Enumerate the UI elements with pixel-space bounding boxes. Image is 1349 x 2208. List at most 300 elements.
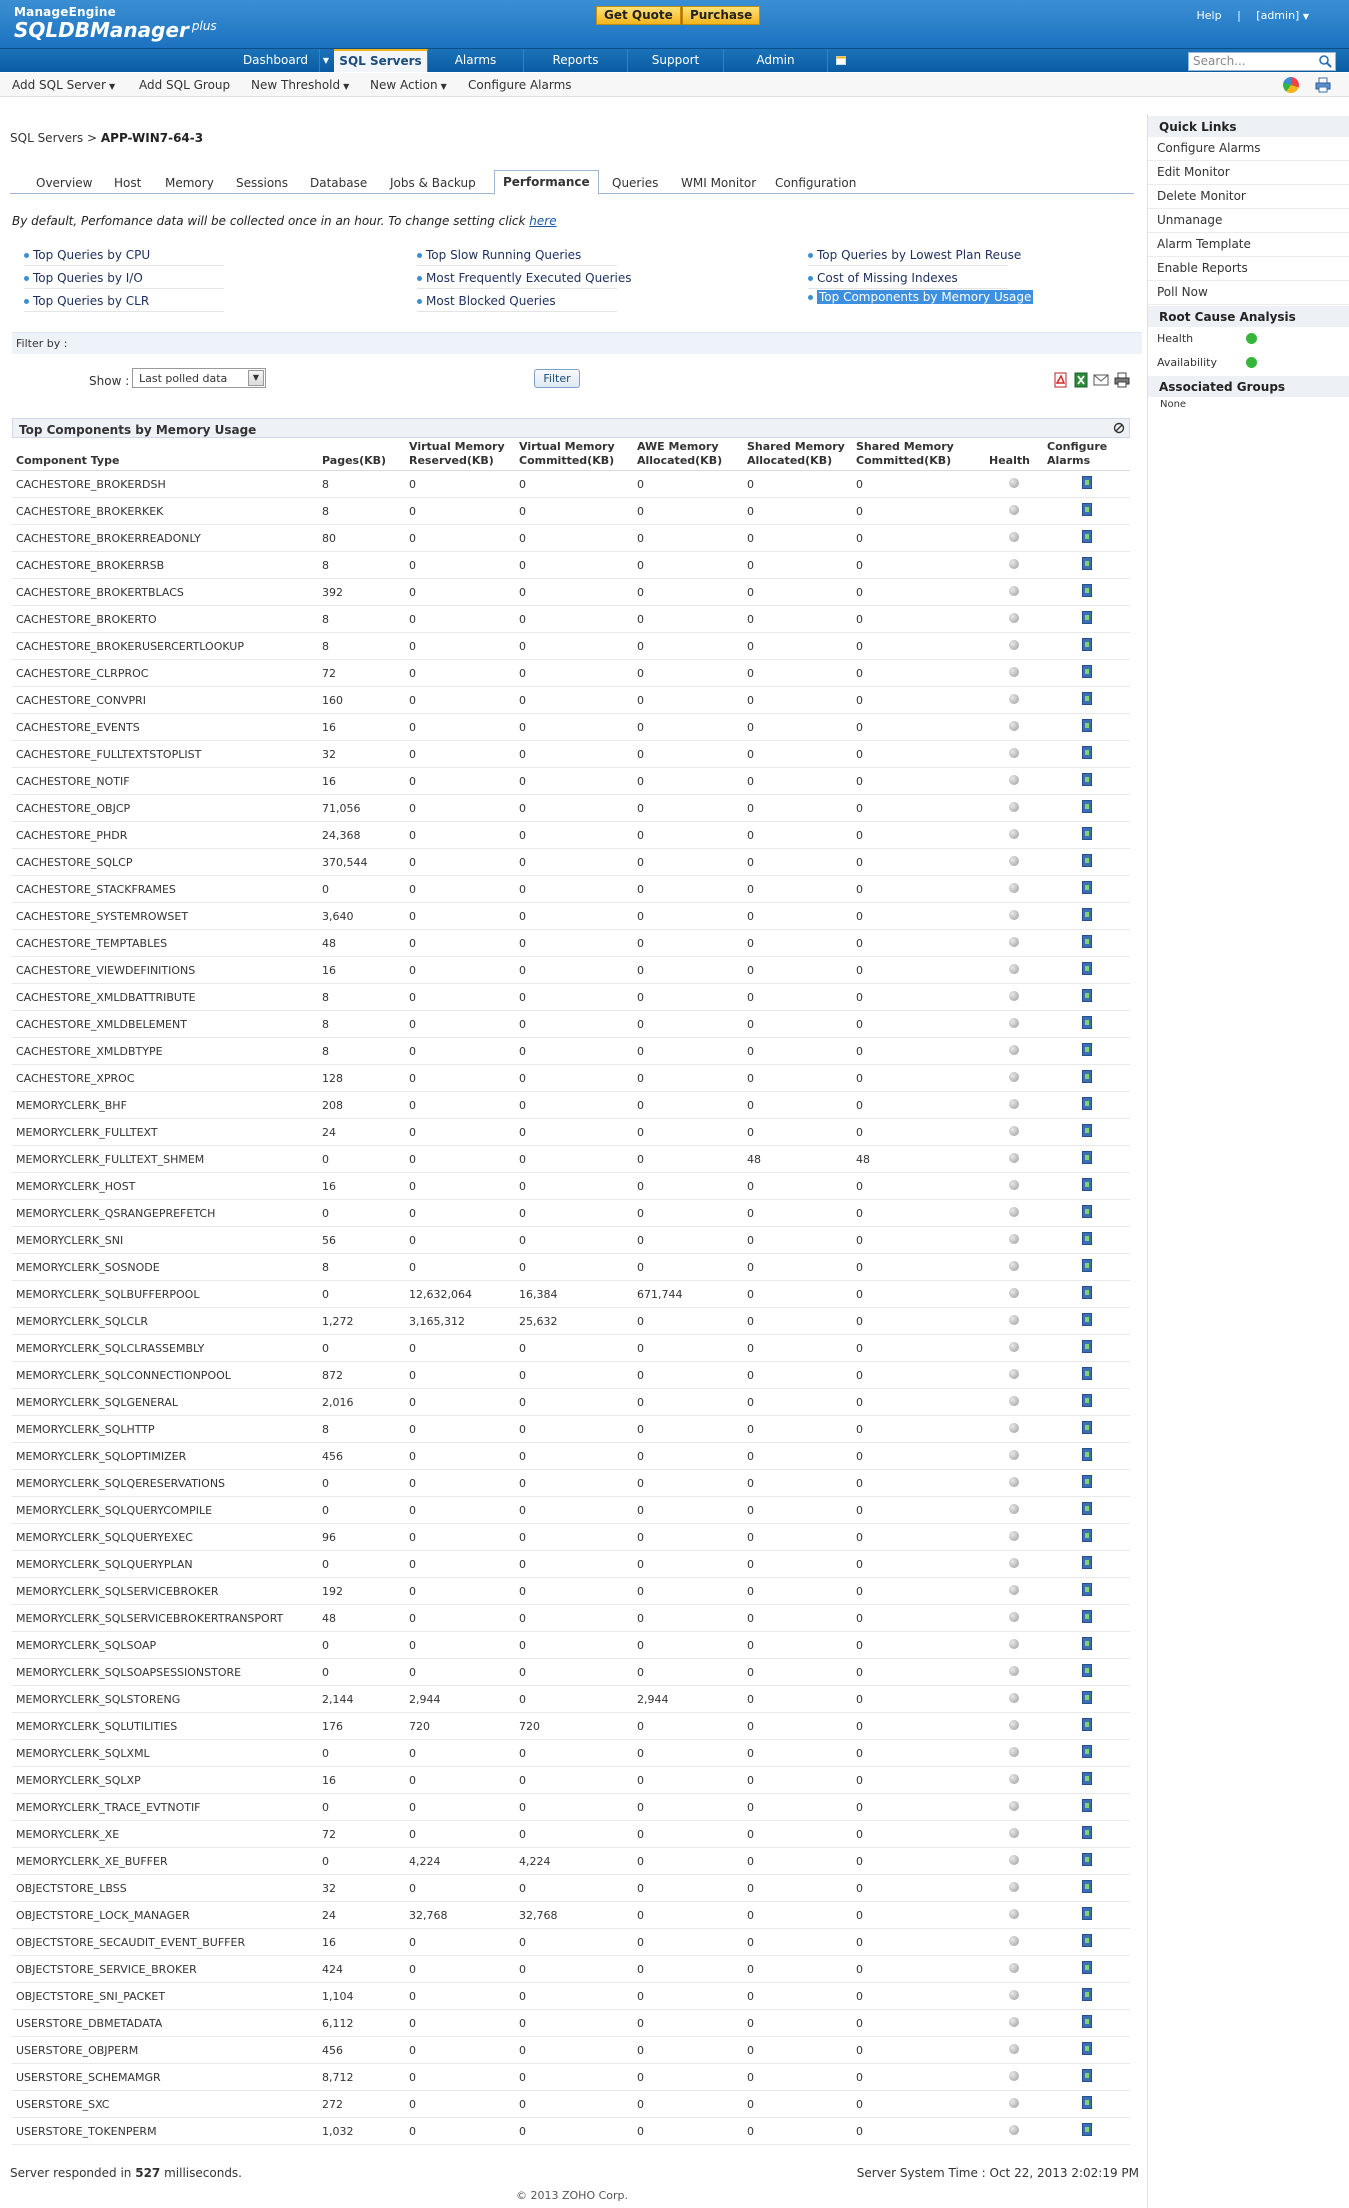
configure-alarm-icon[interactable]	[1082, 1772, 1092, 1785]
cell-component-type: MEMORYCLERK_HOST	[12, 1173, 318, 1200]
health-status-icon[interactable]	[1009, 1909, 1019, 1919]
link-most-blocked[interactable]	[417, 294, 556, 308]
server-system-time: Server System Time : Oct 22, 2013 2:02:19 PM	[856, 2166, 1139, 2180]
table-row	[12, 903, 1130, 930]
pdf-icon[interactable]	[1053, 372, 1069, 388]
cell-awe-allocated: 0	[633, 1011, 743, 1038]
configure-alarm-icon[interactable]	[1082, 476, 1092, 489]
cell-awe-allocated: 0	[633, 1713, 743, 1740]
health-status-icon[interactable]	[1009, 1045, 1019, 1055]
cell-vm-reserved: 12,632,064	[405, 1281, 515, 1308]
health-status-icon[interactable]	[1009, 1504, 1019, 1514]
cell-pages: 16	[318, 1173, 405, 1200]
cell-vm-reserved: 0	[405, 1983, 515, 2010]
configure-alarm-icon[interactable]	[1082, 1340, 1092, 1353]
health-status-icon[interactable]	[1009, 2125, 1019, 2135]
cell-awe-allocated: 0	[633, 768, 743, 795]
cell-pages: 8	[318, 984, 405, 1011]
configure-alarm-icon[interactable]	[1082, 1475, 1092, 1488]
show-select[interactable]	[132, 368, 266, 388]
health-status-icon[interactable]	[1009, 1531, 1019, 1541]
cell-health	[985, 1578, 1043, 1605]
cell-vm-reserved: 0	[405, 2118, 515, 2145]
health-status-icon[interactable]	[1009, 1018, 1019, 1028]
cell-configure-alarms	[1043, 1497, 1130, 1524]
cell-shared-allocated: 0	[743, 1875, 852, 1902]
product-logo[interactable]	[14, 5, 217, 40]
cell-pages: 16	[318, 957, 405, 984]
configure-alarm-icon[interactable]	[1082, 2069, 1092, 2082]
cell-health	[985, 714, 1043, 741]
cell-health	[985, 1821, 1043, 1848]
configure-alarm-icon[interactable]	[1082, 1583, 1092, 1596]
configure-alarm-icon[interactable]	[1082, 1853, 1092, 1866]
health-status-icon[interactable]	[1009, 1585, 1019, 1595]
quick-link-poll-now[interactable]: Poll Now	[1148, 281, 1349, 305]
health-status-icon[interactable]	[1009, 1639, 1019, 1649]
show-label: Show :	[89, 374, 130, 388]
health-status-icon[interactable]	[1009, 1963, 1019, 1973]
configure-alarm-icon[interactable]	[1082, 2042, 1092, 2055]
configure-alarms-link[interactable]: Configure Alarms	[468, 78, 572, 92]
configure-alarm-icon[interactable]	[1082, 1259, 1092, 1272]
associated-groups-title: Associated Groups	[1148, 376, 1349, 397]
health-status-icon[interactable]	[1009, 1261, 1019, 1271]
cell-component-type: MEMORYCLERK_SQLSERVICEBROKERTRANSPORT	[12, 1605, 318, 1632]
purchase-button[interactable]: Purchase	[682, 6, 760, 25]
configure-alarm-icon[interactable]	[1082, 1745, 1092, 1758]
cell-shared-committed: 0	[852, 1875, 985, 1902]
table-row	[12, 1335, 1130, 1362]
cell-vm-reserved: 4,224	[405, 1848, 515, 1875]
add-sql-server-menu[interactable]	[12, 78, 115, 92]
cell-vm-reserved: 0	[405, 795, 515, 822]
configure-alarm-icon[interactable]	[1082, 1880, 1092, 1893]
tab-queries[interactable]: Queries	[612, 176, 659, 190]
cell-health	[985, 1902, 1043, 1929]
health-status-icon[interactable]	[1009, 1774, 1019, 1784]
cell-vm-committed: 0	[515, 1956, 633, 1983]
configure-alarm-icon[interactable]	[1082, 1421, 1092, 1434]
cell-component-type: CACHESTORE_CLRPROC	[12, 660, 318, 687]
link-top-slow-running[interactable]	[417, 248, 581, 262]
cell-shared-committed: 0	[852, 903, 985, 930]
configure-alarm-icon[interactable]	[1082, 1556, 1092, 1569]
configure-alarm-icon[interactable]	[1082, 1826, 1092, 1839]
new-threshold-menu[interactable]	[251, 78, 349, 92]
cell-component-type: MEMORYCLERK_SQLXP	[12, 1767, 318, 1794]
cell-pages: 71,056	[318, 795, 405, 822]
health-status-icon[interactable]	[1009, 2044, 1019, 2054]
health-status-icon[interactable]	[1009, 1450, 1019, 1460]
tab-configuration[interactable]: Configuration	[775, 176, 857, 190]
configure-alarm-icon[interactable]	[1082, 1178, 1092, 1191]
chart-icon[interactable]	[1283, 77, 1299, 93]
configure-alarm-icon[interactable]	[1082, 854, 1092, 867]
health-status-icon[interactable]	[1009, 1288, 1019, 1298]
configure-alarm-icon[interactable]	[1082, 1367, 1092, 1380]
health-status-icon[interactable]	[1009, 1477, 1019, 1487]
health-status-icon[interactable]	[1009, 478, 1019, 488]
configure-alarm-icon[interactable]	[1082, 1691, 1092, 1704]
health-status-icon[interactable]	[1009, 1666, 1019, 1676]
note-here-link[interactable]: here	[529, 214, 557, 228]
get-quote-button[interactable]: Get Quote	[596, 6, 681, 25]
cell-health	[985, 1362, 1043, 1389]
search-placeholder: Search...	[1193, 54, 1246, 68]
configure-alarm-icon[interactable]	[1082, 2096, 1092, 2109]
col-header-shared-committed[interactable]: Shared Memory Committed(KB)	[852, 440, 985, 471]
configure-alarm-icon[interactable]	[1082, 1610, 1092, 1623]
link-top-components-memory[interactable]	[808, 290, 1033, 304]
health-status-icon[interactable]	[1009, 1396, 1019, 1406]
health-status-icon[interactable]	[1009, 1558, 1019, 1568]
health-status-icon[interactable]	[1009, 856, 1019, 866]
cell-pages: 24	[318, 1119, 405, 1146]
health-status-icon[interactable]	[1009, 1153, 1019, 1163]
configure-alarm-icon[interactable]	[1082, 692, 1092, 705]
cell-pages: 1,272	[318, 1308, 405, 1335]
mail-icon[interactable]	[1093, 372, 1109, 388]
cell-shared-committed: 0	[852, 1578, 985, 1605]
configure-alarm-icon[interactable]	[1082, 1529, 1092, 1542]
cell-component-type: MEMORYCLERK_SQLBUFFERPOOL	[12, 1281, 318, 1308]
tab-memory[interactable]: Memory	[165, 176, 214, 190]
health-status-icon[interactable]	[1009, 505, 1019, 515]
health-status-icon[interactable]	[1009, 1180, 1019, 1190]
cell-vm-reserved: 0	[405, 876, 515, 903]
nav-tab-admin[interactable]: Admin	[724, 49, 828, 72]
configure-alarm-icon[interactable]	[1082, 881, 1092, 894]
health-status-icon[interactable]	[1009, 532, 1019, 542]
health-status-icon[interactable]	[1009, 1099, 1019, 1109]
cell-vm-reserved: 0	[405, 1200, 515, 1227]
cell-component-type: OBJECTSTORE_SECAUDIT_EVENT_BUFFER	[12, 1929, 318, 1956]
health-status-icon[interactable]	[1009, 1612, 1019, 1622]
configure-alarm-icon[interactable]	[1082, 1799, 1092, 1812]
cell-shared-committed: 0	[852, 660, 985, 687]
health-status-icon[interactable]	[1009, 721, 1019, 731]
configure-alarm-icon[interactable]	[1082, 584, 1092, 597]
cell-vm-committed: 0	[515, 1119, 633, 1146]
cell-vm-committed: 0	[515, 1146, 633, 1173]
tab-wmi-monitor[interactable]: WMI Monitor	[681, 176, 757, 190]
table-row	[12, 1092, 1130, 1119]
cell-component-type: MEMORYCLERK_FULLTEXT_SHMEM	[12, 1146, 318, 1173]
filter-button[interactable]: Filter	[534, 369, 580, 388]
table-title: Top Components by Memory Usage	[19, 423, 257, 437]
cell-shared-allocated: 0	[743, 1497, 852, 1524]
quick-link-delete-monitor[interactable]: Delete Monitor	[1148, 185, 1349, 209]
configure-alarm-icon[interactable]	[1082, 638, 1092, 651]
configure-alarm-icon[interactable]	[1082, 1043, 1092, 1056]
configure-alarm-icon[interactable]	[1082, 908, 1092, 921]
health-status-icon[interactable]	[1009, 694, 1019, 704]
cell-awe-allocated: 0	[633, 1146, 743, 1173]
health-status-icon[interactable]	[1009, 1747, 1019, 1757]
show-selected-value: Last polled data	[139, 372, 228, 385]
cell-vm-committed: 0	[515, 1335, 633, 1362]
col-header-vm-committed[interactable]: Virtual Memory Committed(KB)	[515, 440, 633, 471]
cell-awe-allocated: 0	[633, 714, 743, 741]
quick-link-enable-reports[interactable]: Enable Reports	[1148, 257, 1349, 281]
cell-health	[985, 822, 1043, 849]
col-header-shared-allocated[interactable]: Shared Memory Allocated(KB)	[743, 440, 852, 471]
add-sql-group-link[interactable]: Add SQL Group	[139, 78, 231, 92]
configure-alarm-icon[interactable]	[1082, 665, 1092, 678]
col-header-component-type[interactable]: Component Type	[12, 440, 318, 471]
filter-bar	[12, 332, 1142, 354]
help-link[interactable]: Help	[1196, 9, 1222, 22]
configure-alarm-icon[interactable]	[1082, 503, 1092, 516]
health-status-icon[interactable]	[1009, 1936, 1019, 1946]
tab-overview[interactable]: Overview	[36, 176, 93, 190]
configure-alarm-icon[interactable]	[1082, 1232, 1092, 1245]
configure-alarm-icon[interactable]	[1082, 1664, 1092, 1677]
configure-alarm-icon[interactable]	[1082, 1394, 1092, 1407]
cell-pages: 8	[318, 1038, 405, 1065]
configure-alarm-icon[interactable]	[1082, 935, 1092, 948]
cell-health	[985, 1551, 1043, 1578]
configure-alarm-icon[interactable]	[1082, 1934, 1092, 1947]
cell-vm-committed: 0	[515, 1875, 633, 1902]
health-status-icon[interactable]	[1009, 1072, 1019, 1082]
table-row	[12, 1767, 1130, 1794]
cell-configure-alarms	[1043, 768, 1130, 795]
quick-link-alarm-template[interactable]: Alarm Template	[1148, 233, 1349, 257]
breadcrumb-root[interactable]: SQL Servers	[10, 131, 84, 145]
cell-shared-allocated: 0	[743, 1092, 852, 1119]
configure-alarm-icon[interactable]	[1082, 773, 1092, 786]
quick-link-unmanage[interactable]: Unmanage	[1148, 209, 1349, 233]
cell-component-type: MEMORYCLERK_XE	[12, 1821, 318, 1848]
health-status-icon[interactable]	[1009, 613, 1019, 623]
cell-pages: 0	[318, 1497, 405, 1524]
cell-component-type: MEMORYCLERK_FULLTEXT	[12, 1119, 318, 1146]
health-status-icon[interactable]	[1009, 2098, 1019, 2108]
printer-icon[interactable]	[1315, 77, 1331, 93]
cell-component-type: MEMORYCLERK_SOSNODE	[12, 1254, 318, 1281]
nav-tab-reports[interactable]: Reports	[524, 49, 628, 72]
cell-pages: 0	[318, 1281, 405, 1308]
cell-pages: 16	[318, 768, 405, 795]
tab-performance[interactable]: Performance	[494, 170, 599, 195]
table-row	[12, 2064, 1130, 2091]
health-status-icon[interactable]	[1009, 1882, 1019, 1892]
health-status-icon[interactable]	[1009, 559, 1019, 569]
health-status-icon[interactable]	[1009, 964, 1019, 974]
nav-tab-dashboard[interactable]: Dashboard	[232, 49, 320, 72]
cell-component-type: MEMORYCLERK_SQLGENERAL	[12, 1389, 318, 1416]
cell-shared-committed: 0	[852, 2037, 985, 2064]
cell-health	[985, 1470, 1043, 1497]
cell-awe-allocated: 0	[633, 876, 743, 903]
cell-pages: 176	[318, 1713, 405, 1740]
cell-pages: 456	[318, 2037, 405, 2064]
configure-alarm-icon[interactable]	[1082, 1637, 1092, 1650]
quick-link-configure-alarms[interactable]: Configure Alarms	[1148, 137, 1349, 161]
configure-alarm-icon[interactable]	[1082, 962, 1092, 975]
configure-alarm-icon[interactable]	[1082, 611, 1092, 624]
health-status-icon[interactable]	[1009, 667, 1019, 677]
cell-health	[985, 1659, 1043, 1686]
quick-link-edit-monitor[interactable]: Edit Monitor	[1148, 161, 1349, 185]
health-status-icon[interactable]	[1009, 1801, 1019, 1811]
window-icon[interactable]	[828, 49, 854, 72]
configure-alarm-icon[interactable]	[1082, 530, 1092, 543]
chevron-down-icon[interactable]: ▼	[322, 56, 330, 65]
health-status-icon[interactable]	[1009, 1315, 1019, 1325]
configure-alarm-icon[interactable]	[1082, 1313, 1092, 1326]
col-header-pages[interactable]: Pages(KB)	[318, 440, 405, 471]
cell-component-type: OBJECTSTORE_SERVICE_BROKER	[12, 1956, 318, 1983]
nav-tab-support[interactable]: Support	[628, 49, 724, 72]
cell-vm-reserved: 32,768	[405, 1902, 515, 1929]
print-icon[interactable]	[1114, 372, 1130, 388]
configure-alarm-icon[interactable]	[1082, 557, 1092, 570]
cell-configure-alarms	[1043, 552, 1130, 579]
health-status-icon[interactable]	[1009, 883, 1019, 893]
top-links	[1184, 9, 1309, 22]
cell-configure-alarms	[1043, 1470, 1130, 1497]
search-icon[interactable]	[1319, 55, 1332, 68]
nav-tab-sql-servers[interactable]: SQL Servers	[334, 49, 428, 72]
configure-alarm-icon[interactable]	[1082, 1124, 1092, 1137]
chevron-down-icon: ▼	[248, 370, 264, 386]
health-status-icon[interactable]	[1009, 1990, 1019, 2000]
health-status-icon[interactable]	[1009, 640, 1019, 650]
health-status-icon[interactable]	[1009, 1693, 1019, 1703]
tab-jobs-backup[interactable]: Jobs & Backup	[390, 176, 476, 190]
rca-availability[interactable]	[1148, 352, 1349, 376]
col-header-awe-allocated[interactable]: AWE Memory Allocated(KB)	[633, 440, 743, 471]
cell-configure-alarms	[1043, 1902, 1130, 1929]
configure-alarm-icon[interactable]	[1082, 1961, 1092, 1974]
user-menu[interactable]	[1256, 9, 1309, 22]
cell-pages: 56	[318, 1227, 405, 1254]
configure-alarm-icon[interactable]	[1082, 2123, 1092, 2136]
configure-alarm-icon[interactable]	[1082, 1097, 1092, 1110]
link-top-queries-cpu[interactable]	[24, 248, 150, 262]
cell-vm-committed: 0	[515, 1821, 633, 1848]
cell-health	[985, 1686, 1043, 1713]
health-status-icon[interactable]	[1009, 586, 1019, 596]
link-missing-indexes[interactable]	[808, 271, 958, 285]
cell-vm-committed: 0	[515, 1011, 633, 1038]
health-status-icon[interactable]	[1009, 1234, 1019, 1244]
link-top-queries-io[interactable]	[24, 271, 143, 285]
nav-tab-alarms[interactable]: Alarms	[428, 49, 524, 72]
health-status-icon[interactable]	[1009, 1720, 1019, 1730]
health-status-icon[interactable]	[1009, 910, 1019, 920]
configure-alarm-icon[interactable]	[1082, 827, 1092, 840]
configure-alarm-icon[interactable]	[1082, 1070, 1092, 1083]
table-row	[12, 1713, 1130, 1740]
cell-shared-committed: 0	[852, 714, 985, 741]
health-status-icon[interactable]	[1009, 775, 1019, 785]
divider	[24, 288, 224, 289]
link-top-queries-clr[interactable]	[24, 294, 149, 308]
configure-alarm-icon[interactable]	[1082, 2015, 1092, 2028]
health-status-icon[interactable]	[1009, 748, 1019, 758]
health-status-icon[interactable]	[1009, 1342, 1019, 1352]
cell-shared-committed: 0	[852, 579, 985, 606]
configure-alarm-icon[interactable]	[1082, 1907, 1092, 1920]
configure-alarm-icon[interactable]	[1082, 1286, 1092, 1299]
tab-host[interactable]: Host	[114, 176, 142, 190]
cell-component-type: CACHESTORE_XPROC	[12, 1065, 318, 1092]
cell-vm-reserved: 0	[405, 1605, 515, 1632]
cell-vm-reserved: 0	[405, 1794, 515, 1821]
bullet-icon	[417, 276, 422, 281]
cell-health	[985, 957, 1043, 984]
configure-alarm-icon[interactable]	[1082, 1016, 1092, 1029]
cell-shared-allocated: 0	[743, 1065, 852, 1092]
health-status-icon[interactable]	[1009, 2017, 1019, 2027]
configure-alarm-icon[interactable]	[1082, 1205, 1092, 1218]
configure-alarm-icon[interactable]	[1082, 1718, 1092, 1731]
cell-vm-committed: 0	[515, 606, 633, 633]
tab-database[interactable]: Database	[310, 176, 368, 190]
configure-alarm-icon[interactable]	[1082, 989, 1092, 1002]
health-status-icon[interactable]	[1009, 937, 1019, 947]
cell-component-type: OBJECTSTORE_LBSS	[12, 1875, 318, 1902]
health-status-icon[interactable]	[1009, 1207, 1019, 1217]
health-status-icon[interactable]	[1009, 991, 1019, 1001]
link-lowest-plan-reuse[interactable]	[808, 248, 1021, 262]
health-status-icon[interactable]	[1009, 1423, 1019, 1433]
cell-awe-allocated: 0	[633, 822, 743, 849]
configure-alarm-icon[interactable]	[1082, 1988, 1092, 2001]
tab-sessions[interactable]: Sessions	[236, 176, 289, 190]
cell-shared-committed: 0	[852, 1227, 985, 1254]
health-status-icon[interactable]	[1009, 802, 1019, 812]
rca-health[interactable]	[1148, 328, 1349, 352]
configure-alarm-icon[interactable]	[1082, 1448, 1092, 1461]
health-status-icon[interactable]	[1009, 2071, 1019, 2081]
response-ms: 527	[135, 2166, 161, 2180]
table-row	[12, 471, 1130, 498]
excel-icon[interactable]	[1073, 372, 1089, 388]
configure-alarm-icon[interactable]	[1082, 719, 1092, 732]
cell-configure-alarms	[1043, 1092, 1130, 1119]
col-header-vm-reserved[interactable]: Virtual Memory Reserved(KB)	[405, 440, 515, 471]
link-label: Most Frequently Executed Queries	[426, 271, 632, 285]
close-icon[interactable]	[1113, 422, 1125, 434]
configure-alarm-icon[interactable]	[1082, 800, 1092, 813]
health-status-icon[interactable]	[1009, 1369, 1019, 1379]
configure-alarm-icon[interactable]	[1082, 1151, 1092, 1164]
health-status-icon[interactable]	[1009, 1828, 1019, 1838]
table-row	[12, 849, 1130, 876]
cell-component-type: CACHESTORE_TEMPTABLES	[12, 930, 318, 957]
cell-component-type: MEMORYCLERK_SQLOPTIMIZER	[12, 1443, 318, 1470]
cell-pages: 872	[318, 1362, 405, 1389]
health-status-icon[interactable]	[1009, 1855, 1019, 1865]
new-action-menu[interactable]	[370, 78, 447, 92]
link-most-frequent[interactable]	[417, 271, 631, 285]
cell-awe-allocated: 0	[633, 1605, 743, 1632]
health-status-icon[interactable]	[1009, 829, 1019, 839]
configure-alarm-icon[interactable]	[1082, 1502, 1092, 1515]
search-input[interactable]	[1188, 52, 1336, 71]
configure-alarm-icon[interactable]	[1082, 746, 1092, 759]
filter-label: Filter by :	[16, 337, 68, 350]
cell-configure-alarms	[1043, 633, 1130, 660]
cell-pages: 8	[318, 1011, 405, 1038]
cell-pages: 8	[318, 1416, 405, 1443]
health-status-icon[interactable]	[1009, 1126, 1019, 1136]
